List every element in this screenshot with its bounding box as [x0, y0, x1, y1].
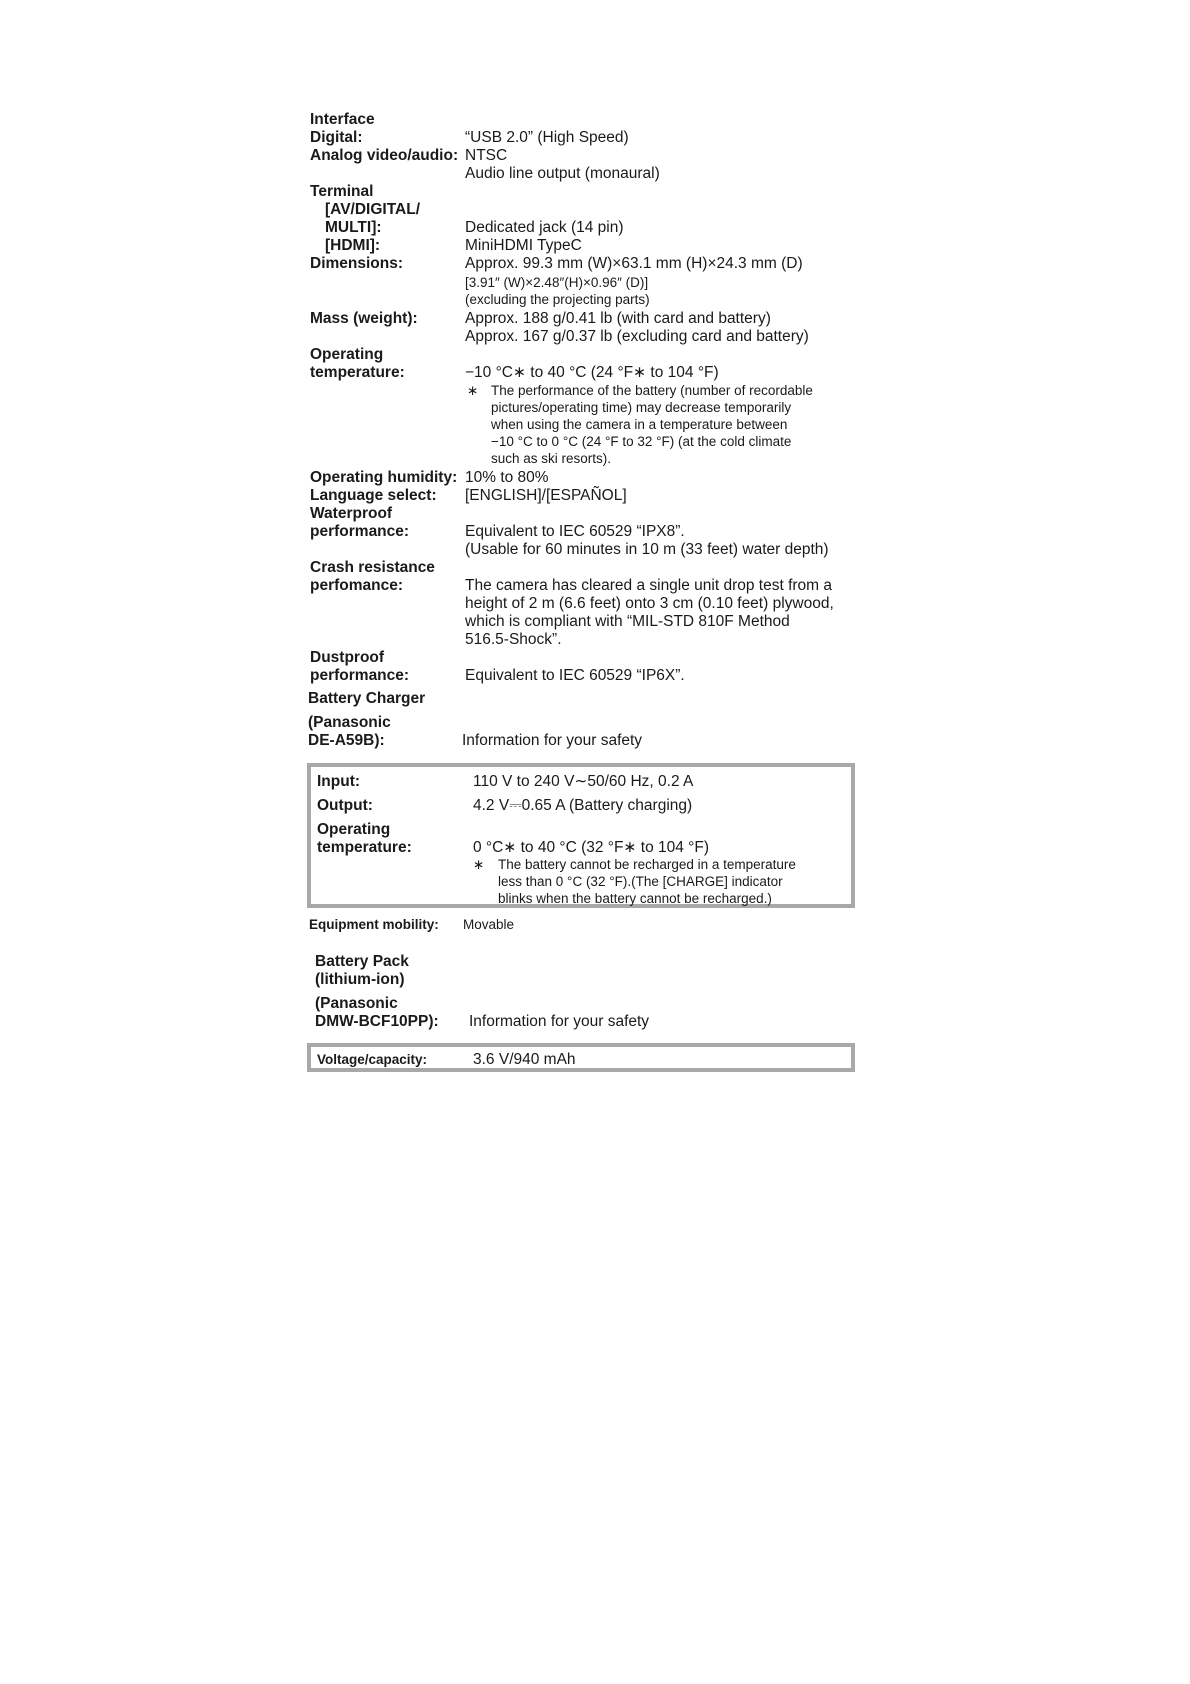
- voltage-label: Voltage/capacity:: [317, 1052, 428, 1067]
- charger-note-1: The battery cannot be recharged in a temperature: [498, 857, 796, 872]
- crash-label-2: perfomance:: [310, 577, 404, 594]
- crash-value-3: which is compliant with “MIL-STD 810F Method: [465, 613, 790, 630]
- charger-temp-label-2: temperature:: [317, 839, 412, 856]
- dimensions-value-3: (excluding the projecting parts): [465, 292, 650, 307]
- humidity-label: Operating humidity:: [310, 469, 458, 486]
- waterproof-value-2: (Usable for 60 minutes in 10 m (33 feet) water depth): [465, 541, 829, 558]
- battery-pack-heading-2: (lithium-ion): [315, 971, 405, 988]
- op-temp-note-1: The performance of the battery (number of recordable: [491, 383, 813, 398]
- output-label: Output:: [317, 797, 373, 814]
- dustproof-value: Equivalent to IEC 60529 “IP6X”.: [465, 667, 685, 684]
- battery-pack-heading-1: Battery Pack: [315, 953, 409, 970]
- dc-symbol-icon: ⎓: [509, 797, 522, 814]
- battery-spec-box: [307, 1043, 855, 1072]
- analog-value: NTSC: [465, 147, 508, 164]
- waterproof-label-2: performance:: [310, 523, 410, 540]
- digital-label: Digital:: [310, 129, 363, 146]
- charger-note-2: less than 0 °C (32 °F).(The [CHARGE] indicator: [498, 874, 783, 889]
- crash-value-1: The camera has cleared a single unit drop test from a: [465, 577, 833, 594]
- mobility-value: Movable: [463, 917, 515, 932]
- digital-value: “USB 2.0” (High Speed): [465, 129, 629, 146]
- hdmi-value: MiniHDMI TypeC: [465, 237, 582, 254]
- op-temp-note-2: pictures/operating time) may decrease temporarily: [491, 400, 792, 415]
- waterproof-value-1: Equivalent to IEC 60529 “IPX8”.: [465, 523, 685, 540]
- op-temp-note-mark: ∗: [467, 383, 479, 398]
- charger-temp-label-1: Operating: [317, 821, 391, 838]
- terminal-heading: Terminal: [310, 183, 374, 200]
- av-label-2: MULTI]:: [325, 219, 382, 236]
- av-label-1: [AV/DIGITAL/: [325, 201, 420, 218]
- hdmi-label: [HDMI]:: [325, 237, 381, 254]
- op-temp-label-2: temperature:: [310, 364, 405, 381]
- charger-spec-box: [307, 763, 855, 908]
- op-temp-value: −10 °C∗ to 40 °C (24 °F∗ to 104 °F): [465, 364, 719, 381]
- dimensions-label: Dimensions:: [310, 255, 404, 272]
- mass-value-2: Approx. 167 g/0.37 lb (excluding card and battery): [465, 328, 809, 345]
- analog-label: Analog video/audio:: [310, 147, 459, 164]
- dustproof-label-1: Dustproof: [310, 649, 385, 666]
- mobility-label: Equipment mobility:: [309, 917, 439, 932]
- mass-label: Mass (weight):: [310, 310, 418, 327]
- dimensions-value-2: [3.91″ (W)×2.48″(H)×0.96″ (D)]: [465, 275, 649, 290]
- av-value: Dedicated jack (14 pin): [465, 219, 624, 236]
- mass-value-1: Approx. 188 g/0.41 lb (with card and battery): [465, 310, 771, 327]
- charger-heading: Battery Charger: [308, 690, 426, 707]
- charger-temp-value: 0 °C∗ to 40 °C (32 °F∗ to 104 °F): [473, 839, 709, 856]
- interface-heading: Interface: [310, 111, 375, 128]
- crash-value-4: 516.5-Shock”.: [465, 631, 562, 648]
- waterproof-label-1: Waterproof: [310, 505, 393, 522]
- language-label: Language select:: [310, 487, 437, 504]
- humidity-value: 10% to 80%: [465, 469, 549, 486]
- language-value: [ENGLISH]/[ESPAÑOL]: [465, 487, 627, 504]
- crash-value-2: height of 2 m (6.6 feet) onto 3 cm (0.10 feet) plywood,: [465, 595, 834, 612]
- output-value: 4.2 V⎓0.65 A (Battery charging): [473, 797, 693, 814]
- charger-model-1: (Panasonic: [308, 714, 391, 731]
- op-temp-note-5: such as ski resorts).: [491, 451, 612, 466]
- input-value: 110 V to 240 V∼50/60 Hz, 0.2 A: [473, 773, 694, 790]
- charger-note-3: blinks when the battery cannot be recharged.): [498, 891, 772, 906]
- voltage-value: 3.6 V/940 mAh: [473, 1051, 576, 1068]
- op-temp-note-4: −10 °C to 0 °C (24 °F to 32 °F) (at the cold climate: [491, 434, 792, 449]
- battery-pack-info: Information for your safety: [469, 1013, 650, 1030]
- op-temp-label-1: Operating: [310, 346, 384, 363]
- battery-pack-model-1: (Panasonic: [315, 995, 398, 1012]
- charger-model-2: DE-A59B):: [308, 732, 385, 749]
- dustproof-label-2: performance:: [310, 667, 410, 684]
- battery-pack-model-2: DMW-BCF10PP):: [315, 1013, 439, 1030]
- crash-label-1: Crash resistance: [310, 559, 435, 576]
- dimensions-value-1: Approx. 99.3 mm (W)×63.1 mm (H)×24.3 mm (D): [465, 255, 803, 272]
- op-temp-note-3: when using the camera in a temperature between: [491, 417, 788, 432]
- charger-info: Information for your safety: [462, 732, 643, 749]
- input-label: Input:: [317, 773, 361, 790]
- charger-note-mark: ∗: [473, 857, 485, 872]
- analog-value-2: Audio line output (monaural): [465, 165, 660, 182]
